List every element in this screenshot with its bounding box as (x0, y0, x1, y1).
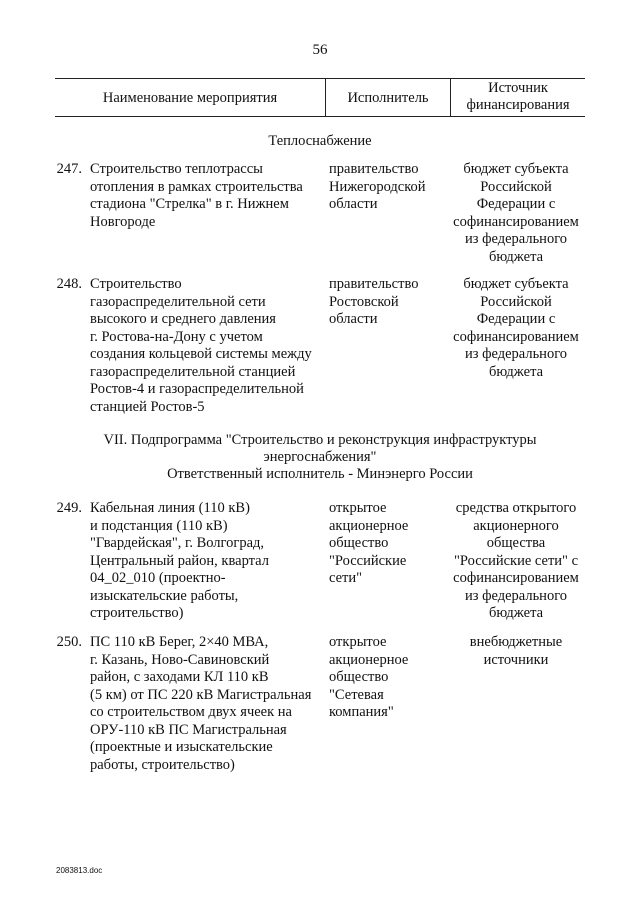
row-funding: бюджет субъекта Российской Федерации с софинансированием из федерального бюджета (453, 161, 579, 265)
row-number: 249. (56, 500, 82, 516)
row-executor: открытое акционерное общество "Сетевая компания" (329, 634, 409, 720)
row-activity: Строительство газораспределительной сети высокого и среднего давления г. Ростова-на-Дону с учетом создания кольцевой системы между газораспределительной станцией Ростов-4 и газораспределительной станцией Ростов-5 (90, 276, 312, 415)
row-funding: бюджет субъекта Российской Федерации с софинансированием из федерального бюджета (453, 276, 579, 380)
row-activity: Кабельная линия (110 кВ) и подстанция (110 кВ) "Гвардейская", г. Волгоград, Центральный район, квартал 04_02_010 (проектно- изыскательские работы, строительство) (90, 500, 269, 621)
row-executor: правительство Ростовской области (329, 276, 419, 327)
header-top-rule (55, 78, 585, 79)
header-funding: Источник финансирования (466, 80, 570, 113)
row-number: 250. (56, 634, 82, 650)
row-executor: открытое акционерное общество "Российские сети" (329, 500, 409, 586)
footer-filename: 2083813.doc (56, 866, 103, 875)
section-heat-title: Теплоснабжение (268, 133, 372, 149)
section-vii-line3: Ответственный исполнитель - Минэнерго России (167, 466, 473, 482)
row-number: 247. (56, 161, 82, 177)
row-funding: средства открытого акционерного общества "Российские сети" с софинансированием из федерального бюджета (453, 500, 579, 621)
header-bottom-rule (55, 116, 585, 117)
row-executor: правительство Нижегородской области (329, 161, 426, 212)
page-number: 56 (312, 42, 328, 58)
header-executor: Исполнитель (347, 90, 429, 106)
row-number: 248. (56, 276, 82, 292)
row-activity: Строительство теплотрассы отопления в рамках строительства стадиона "Стрелка" в г. Нижнем Новгороде (90, 161, 303, 230)
row-funding: внебюджетные источники (469, 634, 563, 668)
section-vii-line2: энергоснабжения" (263, 449, 377, 465)
header-activity: Наименование мероприятия (102, 90, 278, 106)
section-vii-line1: VII. Подпрограмма "Строительство и реконструкция инфраструктуры (103, 432, 537, 448)
row-activity: ПС 110 кВ Берег, 2×40 МВА, г. Казань, Ново-Савиновский район, с заходами КЛ 110 кВ (5 км) от ПС 220 кВ Магистральная со строительством двух ячеек на ОРУ-110 кВ ПС Магистральная (проектные и изыскательские работы, строительство) (90, 634, 312, 773)
